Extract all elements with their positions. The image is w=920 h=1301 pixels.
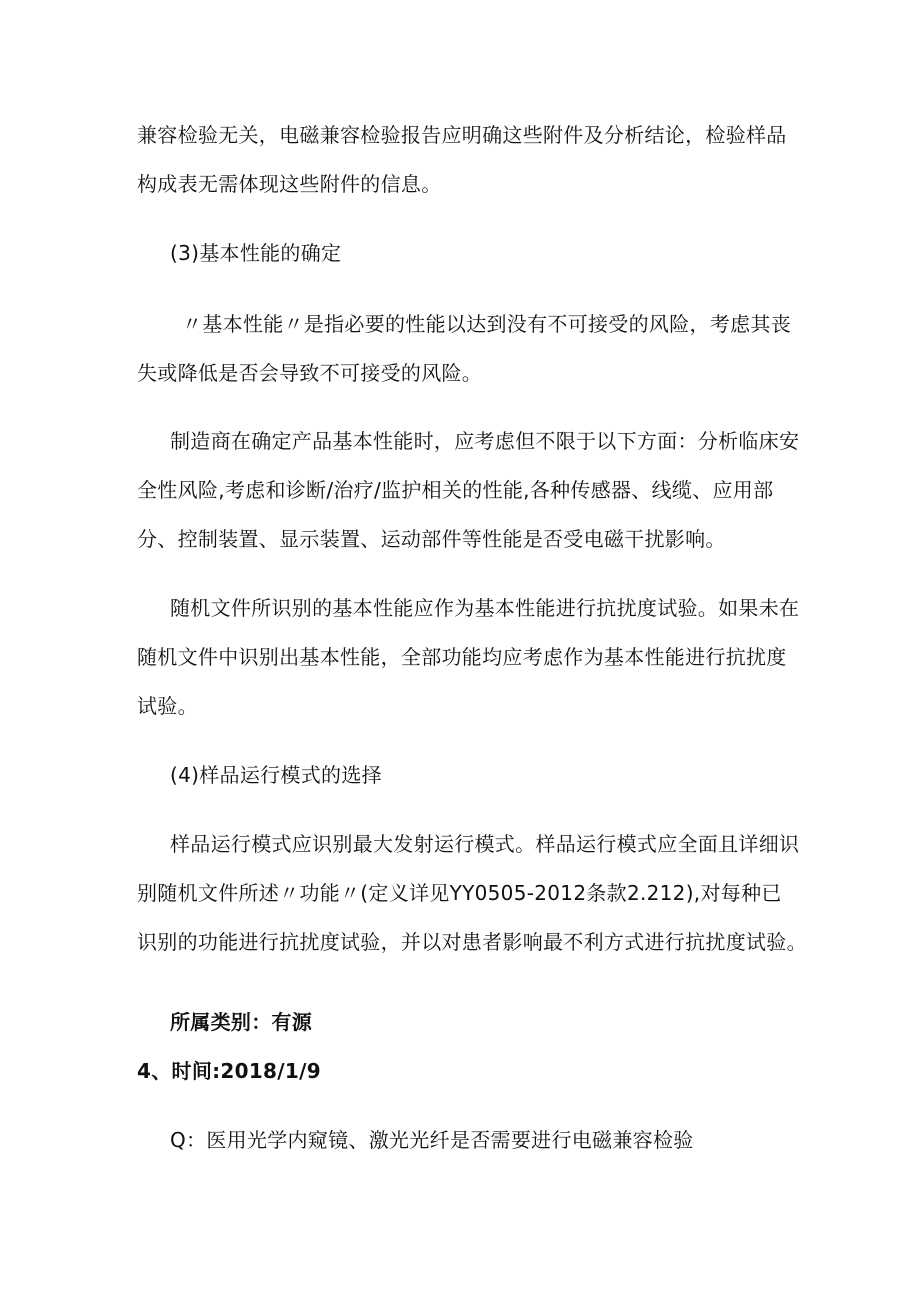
section-heading: (4)样品运行模式的选择: [170, 763, 382, 787]
paragraph-line: 试验。: [137, 694, 198, 718]
paragraph-line: 随机文件所识别的基本性能应作为基本性能进行抗扰度试验。如果未在: [170, 596, 800, 620]
paragraph-line: 别随机文件所述〃功能〃(定义详见YY0505-2012条款2.212),对每种已: [137, 881, 782, 905]
paragraph-line: 制造商在确定产品基本性能时，应考虑但不限于以下方面：分析临床安: [170, 429, 800, 453]
paragraph-line: 失或降低是否会导致不可接受的风险。: [137, 361, 483, 385]
question-line: Q：医用光学内窥镜、激光光纤是否需要进行电磁兼容检验: [170, 1128, 694, 1152]
paragraph-line: 全性风险,考虑和诊断/治疗/监护相关的性能,各种传感器、线缆、应用部: [137, 478, 774, 502]
category-label: 所属类别：有源: [170, 1010, 313, 1034]
paragraph-line: 兼容检验无关，电磁兼容检验报告应明确这些附件及分析结论，检验样品: [137, 123, 787, 147]
paragraph-line: 随机文件中识别出基本性能，全部功能均应考虑作为基本性能进行抗扰度: [137, 645, 787, 669]
paragraph-line: 识别的功能进行抗扰度试验，并以对患者影响最不利方式进行抗扰度试验。: [137, 930, 807, 954]
paragraph-line: 分、控制装置、显示装置、运动部件等性能是否受电磁干扰影响。: [137, 527, 726, 551]
paragraph-line: 样品运行模式应识别最大发射运行模式。样品运行模式应全面且详细识: [170, 832, 800, 856]
paragraph-line: 〃基本性能〃是指必要的性能以达到没有不可接受的风险，考虑其丧: [182, 312, 791, 336]
paragraph-line: 构成表无需体现这些附件的信息。: [137, 172, 442, 196]
section-heading: (3)基本性能的确定: [170, 241, 342, 265]
entry-date-heading: 4、时间:2018/1/9: [137, 1059, 321, 1083]
